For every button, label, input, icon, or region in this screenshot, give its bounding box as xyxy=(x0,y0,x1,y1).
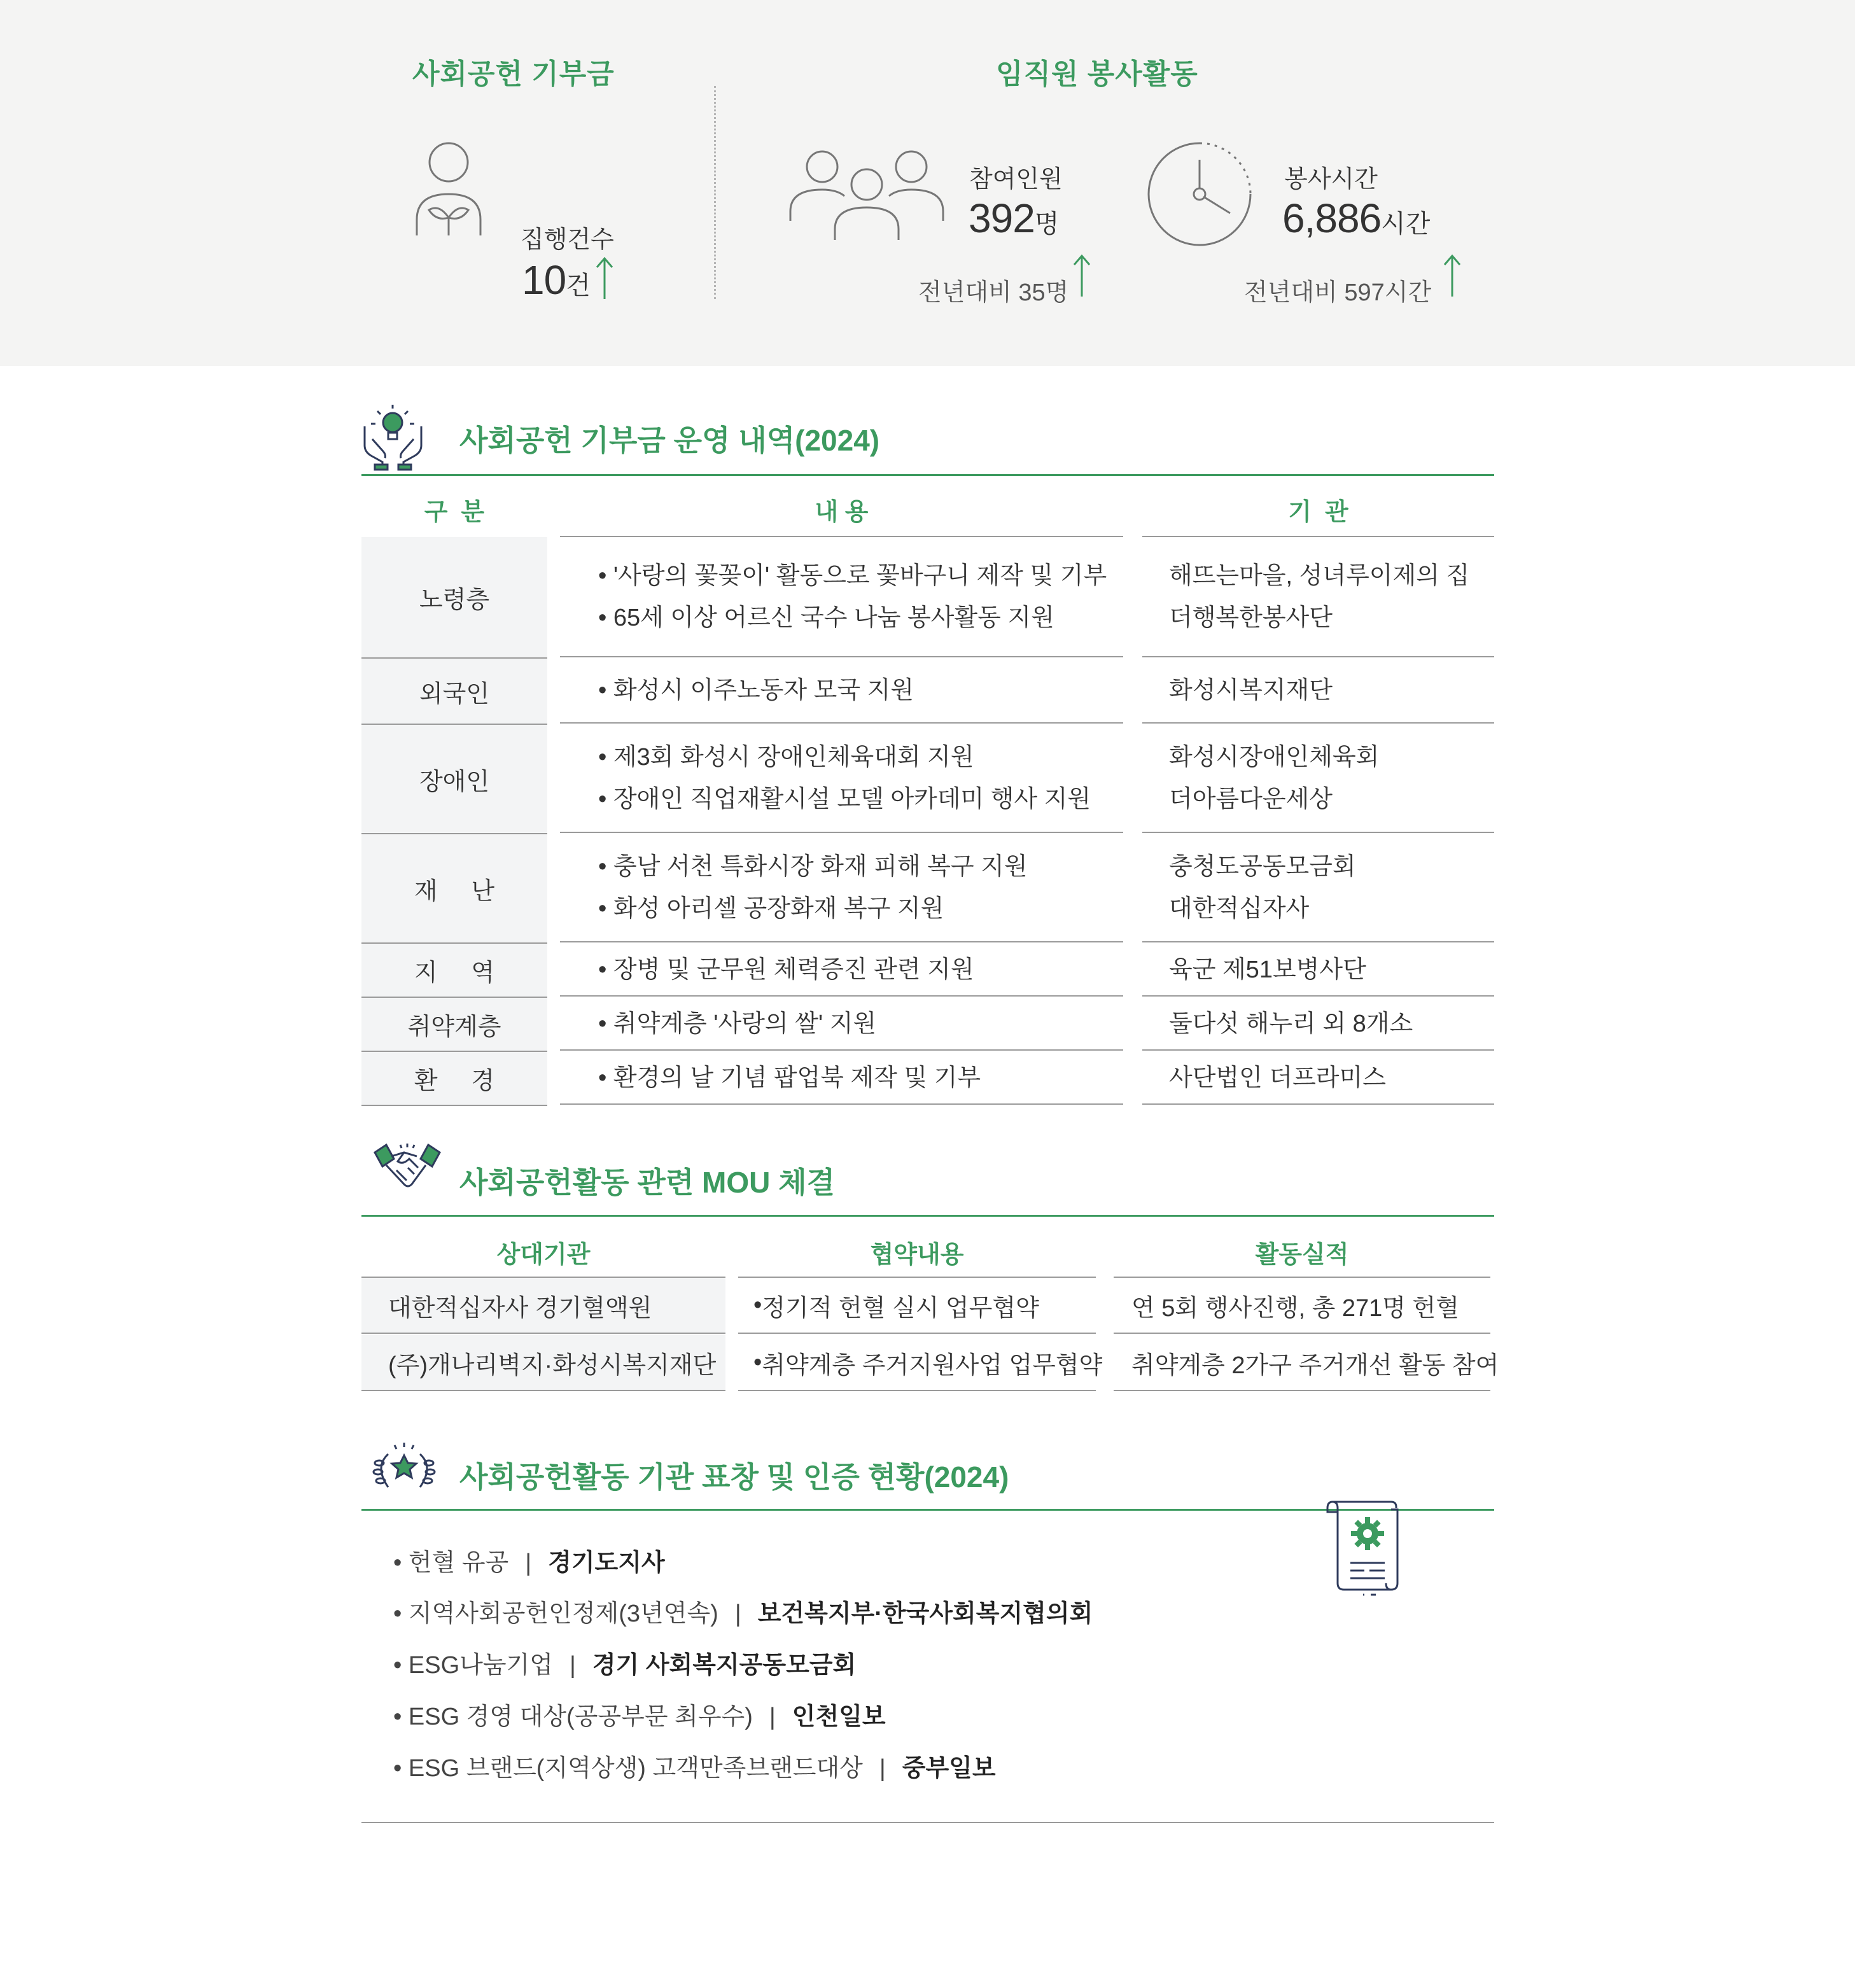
row-org xyxy=(1142,1052,1494,1105)
hours-label: 봉사시간 xyxy=(1284,166,1378,193)
content-line: • 환경의 날 기념 팝업북 제작 및 기부 xyxy=(598,1057,1123,1099)
content-line: • 장병 및 군무원 체력증진 관련 지원 xyxy=(598,949,1123,991)
content-line: • 제3회 화성시 장애인체육대회 지원 xyxy=(598,736,1123,778)
clock-icon xyxy=(1142,137,1257,251)
content-line: • 화성 아리셀 공장화재 복구 지원 xyxy=(598,888,1123,930)
row-category: 지 역 xyxy=(361,944,547,998)
row-content xyxy=(560,659,1123,724)
row-org xyxy=(1142,725,1494,833)
donation-count-label: 집행건수 xyxy=(521,227,614,253)
org-line: 화성시복지재단 xyxy=(1169,677,1333,704)
people-group-icon xyxy=(787,148,946,243)
donation-ops-title: 사회공헌 기부금 운영 내역(2024) xyxy=(459,424,880,457)
award-item: • ESG 브랜드(지역상생) 고객만족브랜드대상 | 중부일보 xyxy=(393,1748,996,1783)
increase-arrow-icon xyxy=(1443,253,1462,298)
org-line: 더아름다운세상 xyxy=(1169,786,1333,813)
org-line: 육군 제51보병사단 xyxy=(1169,956,1366,983)
content-line: • 화성시 이주노동자 모국 지원 xyxy=(598,669,1123,711)
col-header-org: 기 관 xyxy=(1288,499,1348,526)
row-content xyxy=(560,537,1123,657)
laurel-star-icon xyxy=(369,1441,439,1492)
participants-value: 392명 xyxy=(969,195,1060,241)
donation-stat-title: 사회공헌 기부금 xyxy=(412,59,615,90)
participants-note: 전년대비 35명 xyxy=(918,279,1069,306)
donation-ops-top-rule xyxy=(361,474,1494,476)
row-category: 외국인 xyxy=(361,659,547,725)
org-line: 대한적십자사 xyxy=(1169,895,1310,922)
col-header-content: 내 용 xyxy=(815,499,869,526)
row-category: 장애인 xyxy=(361,725,547,834)
increase-arrow-icon xyxy=(595,256,614,300)
stats-band xyxy=(0,0,1855,366)
mou-partner-cell: (주)개나리벽지·화성시복지재단 xyxy=(361,1335,725,1391)
col-header-category: 구 분 xyxy=(424,499,485,526)
row-content xyxy=(560,725,1123,833)
mou-partner-cell: 대한적십자사 경기혈액원 xyxy=(361,1278,725,1334)
row-content xyxy=(560,1052,1123,1105)
mou-result-cell: 취약계층 2가구 주거개선 활동 참여 xyxy=(1114,1335,1490,1391)
row-org xyxy=(1142,998,1494,1051)
volunteer-stat-title: 임직원 봉사활동 xyxy=(996,59,1198,90)
certificate-gear-icon xyxy=(1325,1497,1404,1599)
awards-title: 사회공헌활동 기관 표창 및 인증 현황(2024) xyxy=(459,1460,1009,1494)
mou-result-cell: 연 5회 행사진행, 총 271명 헌혈 xyxy=(1114,1278,1490,1334)
participants-label: 참여인원 xyxy=(969,166,1063,193)
content-line: • '사랑의 꽃꽂이' 활동으로 꽃바구니 제작 및 기부 xyxy=(598,555,1123,597)
row-org xyxy=(1142,659,1494,724)
row-category: 취약계층 xyxy=(361,998,547,1052)
org-line: 둘다섯 해누리 외 8개소 xyxy=(1169,1010,1413,1037)
row-org xyxy=(1142,834,1494,942)
row-content xyxy=(560,944,1123,997)
award-item: • 지역사회공헌인정제(3년연속) | 보건복지부·한국사회복지협의회 xyxy=(393,1593,1093,1628)
org-line: 사단법인 더프라미스 xyxy=(1169,1064,1386,1091)
row-category: 환 경 xyxy=(361,1052,547,1106)
row-category: 노령층 xyxy=(361,537,547,659)
handshake-icon xyxy=(372,1142,442,1193)
content-line: • 충남 서천 특화시장 화재 피해 복구 지원 xyxy=(598,846,1123,888)
content-line: • 65세 이상 어르신 국수 나눔 봉사활동 지원 xyxy=(598,597,1123,639)
award-item: • ESG나눔기업 | 경기 사회복지공동모금회 xyxy=(393,1645,856,1680)
row-org xyxy=(1142,944,1494,997)
row-category: 재 난 xyxy=(361,834,547,944)
mou-top-rule xyxy=(361,1215,1494,1217)
increase-arrow-icon xyxy=(1072,253,1091,298)
award-item: • ESG 경영 대상(공공부문 최우수) | 인천일보 xyxy=(393,1697,886,1732)
content-line: • 장애인 직업재활시설 모델 아카데미 행사 지원 xyxy=(598,778,1123,820)
donation-count-value: 10건 xyxy=(522,257,591,303)
org-line: 화성시장애인체육회 xyxy=(1169,744,1380,771)
award-item: • 헌혈 유공 | 경기도지사 xyxy=(393,1543,665,1578)
row-content xyxy=(560,998,1123,1051)
org-line: 해뜨는마을, 성녀루이제의 집 xyxy=(1169,562,1470,589)
org-line: 충청도공동모금회 xyxy=(1169,853,1356,880)
mou-content-cell: • 정기적 헌혈 실시 업무협약 xyxy=(738,1278,1096,1334)
org-line: 더행복한봉사단 xyxy=(1169,604,1333,631)
mou-header-partner: 상대기관 xyxy=(496,1242,591,1268)
mou-header-result: 활동실적 xyxy=(1255,1242,1349,1268)
hours-note: 전년대비 597시간 xyxy=(1244,279,1432,306)
row-content xyxy=(560,834,1123,942)
mou-header-content: 협약내용 xyxy=(870,1242,964,1268)
hours-value: 6,886시간 xyxy=(1282,195,1431,241)
row-org xyxy=(1142,537,1494,657)
content-line: • 취약계층 '사랑의 쌀' 지원 xyxy=(598,1003,1123,1045)
hands-lightbulb-icon xyxy=(360,401,426,471)
mou-title: 사회공헌활동 관련 MOU 체결 xyxy=(459,1166,836,1199)
mou-content-cell: • 취약계층 주거지원사업 업무협약 xyxy=(738,1335,1096,1391)
awards-bottom-rule xyxy=(361,1822,1494,1823)
stats-divider xyxy=(714,86,716,299)
person-sprout-icon xyxy=(414,140,484,242)
awards-top-rule xyxy=(361,1509,1494,1511)
